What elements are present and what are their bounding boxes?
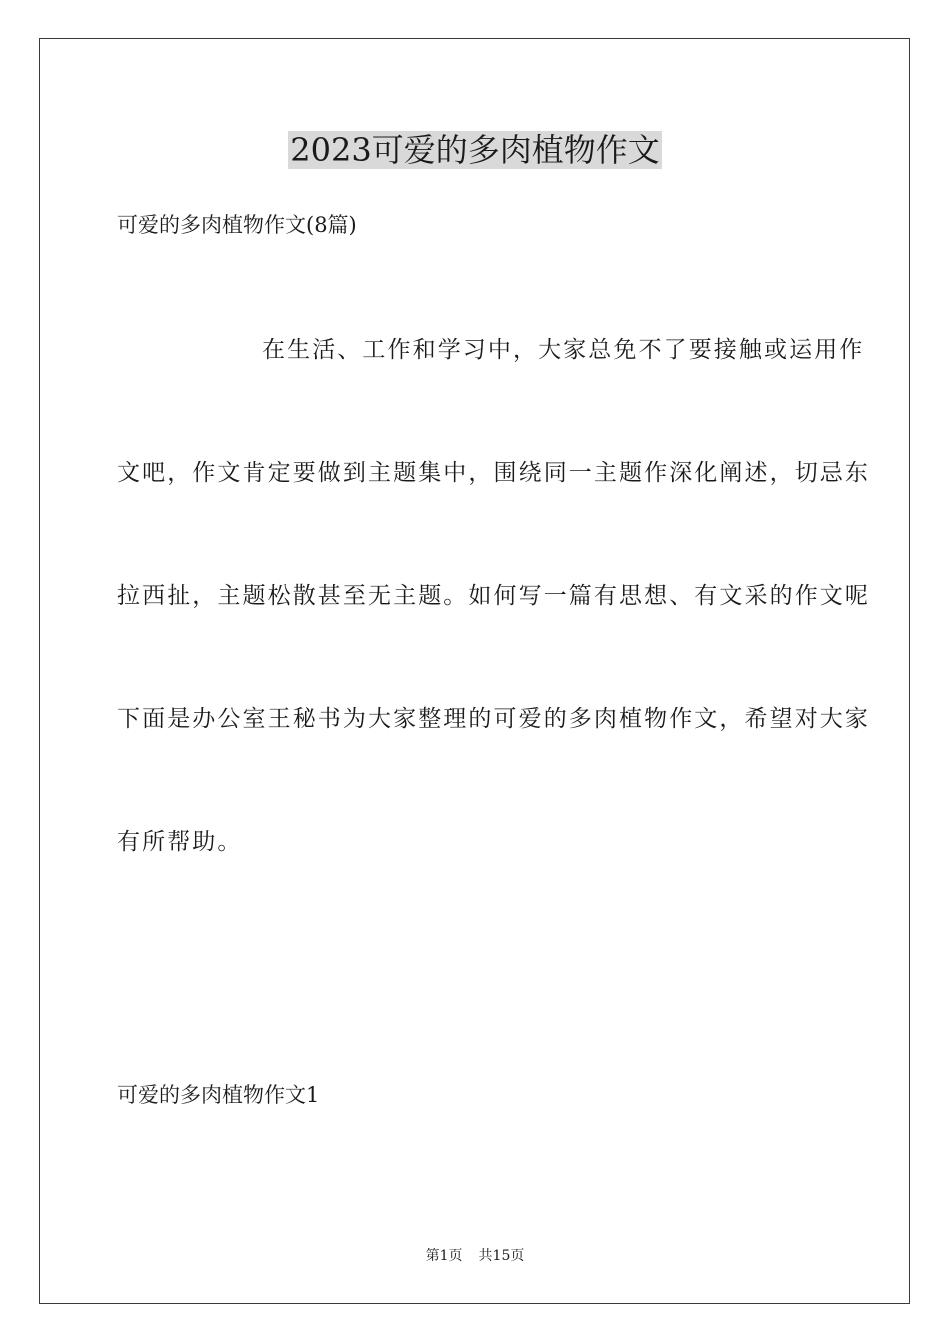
- document-subtitle: 可爱的多肉植物作文(8篇): [117, 213, 357, 237]
- paragraph-line: 在生活、工作和学习中，大家总免不了要接触或运用作: [262, 337, 865, 363]
- section-heading: 可爱的多肉植物作文1: [117, 1083, 320, 1107]
- page-footer: [0, 1246, 950, 1266]
- paragraph-line: 文吧，作文肯定要做到主题集中，围绕同一主题作深化阐述，切忌东: [117, 460, 870, 486]
- paragraph-line: 下面是办公室王秘书为大家整理的可爱的多肉植物作文，希望对大家: [117, 706, 870, 732]
- page-number: 第1页: [425, 1248, 463, 1264]
- paragraph-line: 有所帮助。: [117, 829, 243, 855]
- paragraph-line: 拉西扯，主题松散甚至无主题。如何写一篇有思想、有文采的作文呢: [117, 583, 870, 609]
- document-title-text: 2023可爱的多肉植物作文: [290, 131, 660, 169]
- document-title: [0, 128, 950, 172]
- total-pages: 共15页: [478, 1248, 525, 1264]
